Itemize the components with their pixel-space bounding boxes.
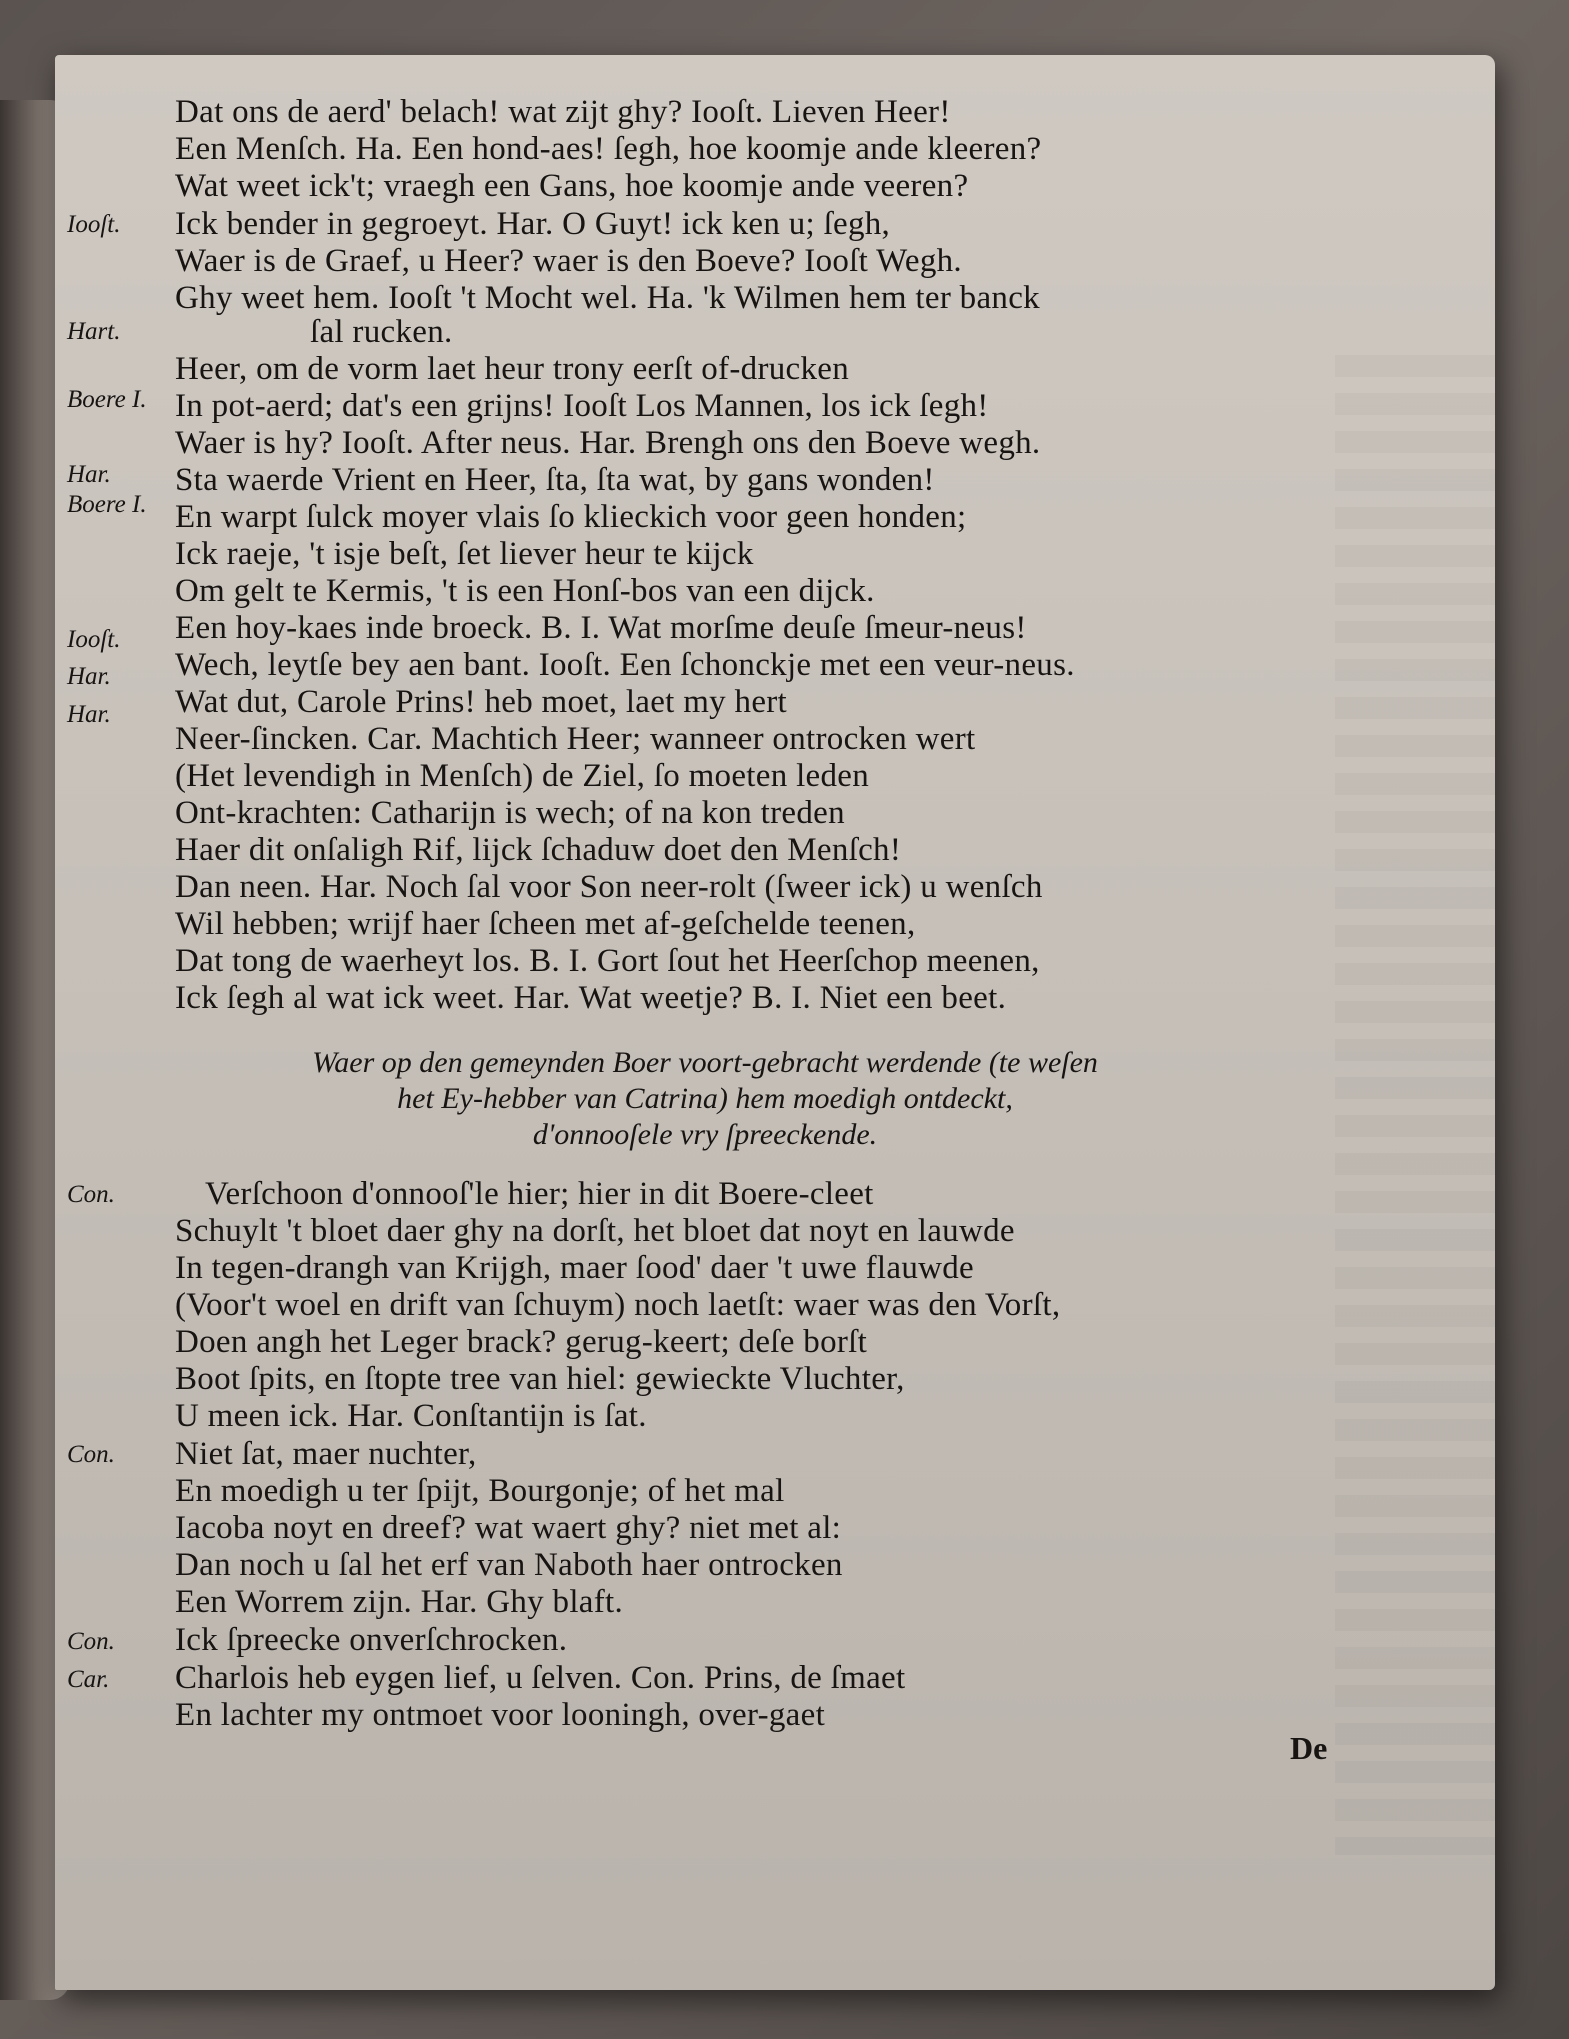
verse-line: Neer-ſincken. Car. Machtich Heer; wanneer ontrocken wert [175, 721, 976, 757]
verse-line: Ont-krachten: Catharijn is wech; of na kon treden [175, 795, 845, 831]
verse-line: Boot ſpits, en ſtopte tree van hiel: gewieckte Vluchter, [175, 1361, 905, 1397]
verse-line: Een hoy-kaes inde broeck. B. I. Wat morſme deuſe ſmeur-neus! [175, 610, 1027, 646]
verse-line: Dat ons de aerd' belach! wat zijt ghy? Iooſt. Lieven Heer! [175, 94, 951, 130]
speaker-label: Con. [67, 1181, 115, 1208]
verse-line: Ick ſegh al wat ick weet. Har. Wat weetje? B. I. Niet een beet. [175, 980, 1007, 1016]
verse-line: En moedigh u ter ſpijt, Bourgonje; of het mal [175, 1473, 785, 1509]
verse-line: En lachter my ontmoet voor looningh, over-gaet [175, 1697, 826, 1733]
verse-line: Waer is de Graef, u Heer? waer is den Boeve? Iooſt Wegh. [175, 243, 962, 279]
stage-direction: het Ey-hebber van Catrina) hem moedigh ontdeckt, [397, 1082, 1013, 1115]
verse-line: Een Menſch. Ha. Een hond-aes! ſegh, hoe koomje ande kleeren? [175, 131, 1042, 167]
verse-line: In tegen-drangh van Krijgh, maer ſood' daer 't uwe flauwde [175, 1250, 975, 1286]
speaker-label: Iooſt. [67, 626, 121, 653]
verse-line: Ick ſpreecke onverſchrocken. [175, 1622, 568, 1658]
verse-line: Haer dit onſaligh Rif, lijck ſchaduw doet den Menſch! [175, 832, 902, 868]
page-text [55, 55, 1495, 1990]
speaker-label: Boere I. [67, 386, 147, 413]
verse-line: Om gelt te Kermis, 't is een Honſ-bos van een dijck. [175, 573, 875, 609]
speaker-label: Car. [67, 1666, 110, 1693]
verse-line: En warpt ſulck moyer vlais ſo klieckich voor geen honden; [175, 499, 967, 535]
verse-line: Verſchoon d'onnooſ'le hier; hier in dit Boere-cleet [205, 1176, 874, 1212]
verse-line: (Het levendigh in Menſch) de Ziel, ſo moeten leden [175, 758, 870, 794]
stage-direction: Waer op den gemeynden Boer voort-gebracht werdende (te weſen [312, 1046, 1098, 1079]
verse-line: Wat weet ick't; vraegh een Gans, hoe koomje ande veeren? [175, 168, 969, 204]
verse-line: Dan noch u ſal het erf van Naboth haer ontrocken [175, 1547, 843, 1583]
verse-line: ſal rucken. [310, 314, 453, 350]
book-page [55, 55, 1495, 1990]
verse-line: Dan neen. Har. Noch ſal voor Son neer-rolt (ſweer ick) u wenſch [175, 869, 1043, 905]
verse-line: Ick raeje, 't isje beſt, ſet liever heur te kijck [175, 536, 754, 572]
verse-line: Wech, leytſe bey aen bant. Iooſt. Een ſchonckje met een veur-neus. [175, 647, 1075, 683]
catchword: De [1290, 1730, 1328, 1766]
verse-line: Doen angh het Leger brack? gerug-keert; deſe borſt [175, 1324, 868, 1360]
verse-line: Iacoba noyt en dreef? wat waert ghy? niet met al: [175, 1510, 842, 1546]
verse-line: Waer is hy? Iooſt. After neus. Har. Brengh ons den Boeve wegh. [175, 425, 1041, 461]
verse-line: Wat dut, Carole Prins! heb moet, laet my hert [175, 684, 788, 720]
speaker-label: Hart. [67, 318, 121, 345]
verse-line: Niet ſat, maer nuchter, [175, 1436, 477, 1472]
verse-line: In pot-aerd; dat's een grijns! Iooſt Los Mannen, los ick ſegh! [175, 388, 989, 424]
verse-line: U meen ick. Har. Conſtantijn is ſat. [175, 1398, 647, 1434]
verse-line: (Voor't woel en drift van ſchuym) noch laetſt: waer was den Vorſt, [175, 1287, 1061, 1323]
verse-line: Sta waerde Vrient en Heer, ſta, ſta wat, by gans wonden! [175, 462, 935, 498]
verse-line: Dat tong de waerheyt los. B. I. Gort ſout het Heerſchop meenen, [175, 943, 1040, 979]
verse-line: Ick bender in gegroeyt. Har. O Guyt! ick ken u; ſegh, [175, 206, 891, 242]
verse-line: Heer, om de vorm laet heur trony eerſt of-drucken [175, 351, 850, 387]
verse-line: Schuylt 't bloet daer ghy na dorſt, het bloet dat noyt en lauwde [175, 1213, 1015, 1249]
speaker-label: Har. [67, 461, 111, 488]
verse-line: Een Worrem zijn. Har. Ghy blaft. [175, 1584, 624, 1620]
speaker-label: Har. [67, 663, 111, 690]
speaker-label: Har. [67, 701, 111, 728]
speaker-label: Iooſt. [67, 211, 121, 238]
verse-line: Wil hebben; wrijf haer ſcheen met af-geſchelde teenen, [175, 906, 916, 942]
speaker-label: Boere I. [67, 491, 147, 518]
stage-direction: d'onnooſele vry ſpreeckende. [532, 1118, 878, 1151]
verse-line: Charlois heb eygen lief, u ſelven. Con. Prins, de ſmaet [175, 1660, 906, 1696]
speaker-label: Con. [67, 1441, 115, 1468]
speaker-label: Con. [67, 1628, 115, 1655]
verse-line: Ghy weet hem. Iooſt 't Mocht wel. Ha. 'k Wilmen hem ter banck [175, 280, 1040, 316]
